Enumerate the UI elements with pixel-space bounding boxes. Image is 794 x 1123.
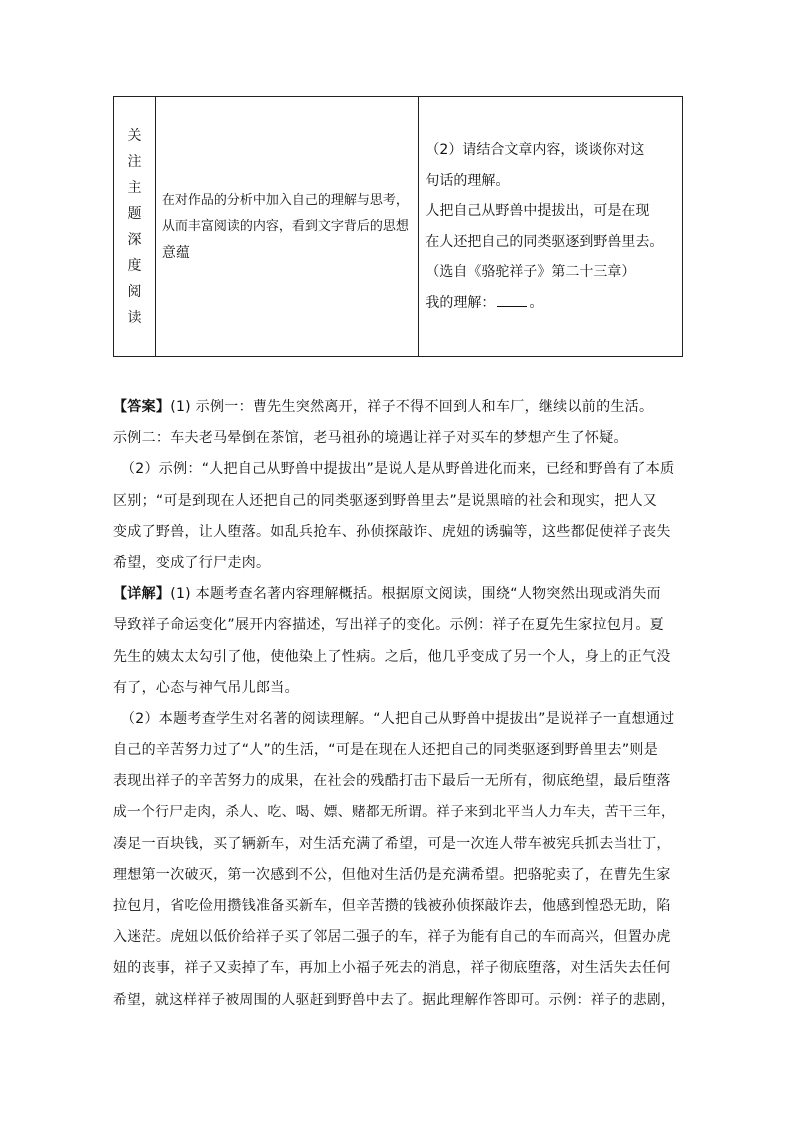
answer-line: 示例二：车夫老马晕倒在茶馆，老马祖孙的境遇让祥子对买车的梦想产生了怀疑。	[113, 430, 628, 447]
header-char: 关	[127, 127, 142, 144]
question-line: 句话的理解。	[425, 172, 510, 189]
detail-text: (1) 本题考查名著内容理解概括。根据原文阅读，围绕“人物突然出现或消失而	[170, 586, 661, 603]
description-line: 意蕴	[161, 244, 190, 261]
source-line: （选自《骆驼祥子》第二十三章）	[425, 264, 636, 280]
header-char: 题	[127, 205, 142, 222]
header-char: 阅	[127, 283, 142, 300]
section-header-cell	[114, 97, 156, 357]
header-char: 深	[127, 231, 142, 248]
detail-line: 妞的丧事，祥子又卖掉了车，再加上小福子死去的消息，祥子彻底堕落，对生活失去任何	[113, 960, 671, 977]
detail-line: 先生的姨太太勾引了他，使他染上了性病。之后，他几乎变成了另一个人，身上的正气没	[113, 648, 671, 665]
detail-line: （2）本题考查学生对名著的阅读理解。“人把自己从野兽中提拔出”是说祥子一直想通过	[121, 710, 675, 727]
vertical-header	[114, 123, 155, 331]
detail-line: 入迷茫。虎妞以低价给祥子买了邻居二强子的车，祥子为能有自己的车而高兴，但置办虎	[113, 929, 671, 946]
answer-section	[113, 392, 683, 1016]
detail-line: 表现出祥子的辛苦努力的成果，在社会的残酷打击下最后一无所有，彻底绝望，最后堕落	[113, 773, 671, 790]
description-cell	[155, 97, 419, 357]
description-line: 在对作品的分析中加入自己的理解与思考，	[161, 192, 409, 208]
table-row	[114, 97, 683, 357]
detail-line: 有了，心态与神气吊儿郎当。	[113, 679, 299, 696]
detail-label: 【详解】	[113, 586, 171, 603]
header-char: 读	[127, 309, 142, 326]
detail-line: 成一个行尸走肉，杀人、吃、喝、嫖、赌都无所谓。祥子来到北平当人力车夫，苦干三年，	[113, 804, 676, 821]
quote-line: 人把自己从野兽中提拔出，可是在现	[425, 203, 650, 219]
answer-text: (1) 示例一：曹先生突然离开，祥子不得不回到人和车厂，继续以前的生活。	[170, 399, 654, 415]
header-char: 注	[127, 153, 142, 170]
quote-line: 在人还把自己的同类驱逐到野兽里去。	[425, 233, 664, 250]
header-char: 主	[127, 179, 142, 196]
question-line: （2）请结合文章内容，谈谈你对这	[425, 142, 645, 158]
description-line: 从而丰富阅读的内容，看到文字背后的思想	[161, 218, 409, 234]
answer-label: 【答案】	[113, 399, 171, 415]
question-table	[113, 96, 683, 357]
detail-line: 凑足一百块钱，买了辆新车，对生活充满了希望，可是一次连人带车被宪兵抓去当壮丁，	[113, 835, 671, 852]
detail-line: 自己的辛苦努力过了“人”的生活，“可是在现在人还把自己的同类驱逐到野兽里去”则是	[113, 742, 659, 759]
answer-line: 区别；“可是到现在人还把自己的同类驱逐到野兽里去”是说黑暗的社会和现实，把人又	[113, 492, 658, 509]
header-char: 度	[127, 257, 142, 274]
detail-line: 拉包月，省吃俭用攒钱准备买新车，但辛苦攒的钱被孙侦探敲诈去，他感到惶恐无助，陷	[113, 898, 671, 914]
answer-prompt-line	[425, 288, 676, 319]
answer-end: 。	[529, 294, 544, 311]
question-cell	[419, 97, 683, 357]
answer-line: （2）示例：“人把自己从野兽中提拔出”是说人是从野兽进化而来，已经和野兽有了本质	[121, 461, 675, 478]
answer-blank[interactable]	[497, 292, 527, 307]
detail-line: 理想第一次破灭，第一次感到不公，但他对生活仍是充满希望。把骆驼卖了，在曹先生家	[113, 866, 671, 883]
detail-line: 希望，就这样祥子被周围的人驱赶到野兽中去了。据此理解作答即可。示例：祥子的悲剧，	[113, 991, 676, 1008]
answer-line	[113, 392, 683, 423]
answer-line: 变成了野兽，让人堕落。如乱兵抢车、孙侦探敲诈、虎妞的诱骗等，这些都促使祥子丧失	[113, 523, 671, 540]
answer-line: 希望，变成了行尸走肉。	[113, 554, 271, 571]
detail-line	[113, 579, 683, 610]
detail-line: 导致祥子命运变化”展开内容描述，写出祥子的变化。示例：祥子在夏先生家拉包月。夏	[113, 617, 664, 634]
answer-prompt: 我的理解：	[425, 294, 496, 311]
